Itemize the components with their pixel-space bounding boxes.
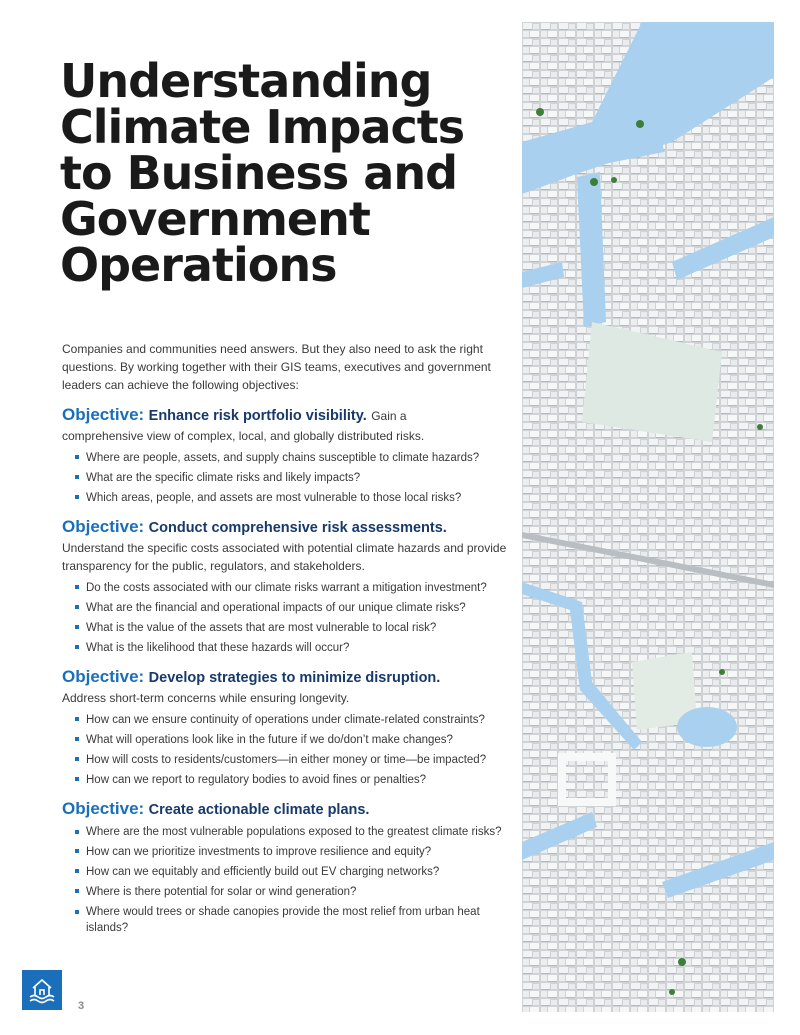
list-item: How can we report to regulatory bodies to avoid fines or penalties?	[62, 770, 512, 790]
title-line: to Business and	[60, 146, 458, 200]
question-list	[62, 710, 512, 790]
list-item: What is the likelihood that these hazards will occur?	[62, 638, 512, 658]
title-line: Climate Impacts	[60, 100, 465, 154]
list-item: Which areas, people, and assets are most vulnerable to those local risks?	[62, 488, 512, 508]
objective-section	[62, 404, 512, 508]
list-item: How can we prioritize investments to improve resilience and equity?	[62, 842, 512, 862]
question-list	[62, 448, 512, 508]
objective-label: Objective:	[62, 405, 145, 424]
title-line: Government	[60, 192, 370, 246]
list-item: What are the specific climate risks and likely impacts?	[62, 468, 512, 488]
objective-heading	[62, 516, 512, 539]
objective-title: Enhance risk portfolio visibility.	[148, 408, 367, 424]
intro-paragraph: Companies and communities need answers. But they also need to ask the right questions. By working together with their GIS teams, executives and government leaders can achieve the following objectives:	[62, 342, 491, 392]
title-line: Understanding	[60, 54, 432, 108]
objective-label: Objective:	[62, 667, 145, 686]
page-number: 3	[78, 1000, 85, 1012]
objective-title: Conduct comprehensive risk assessments.	[148, 520, 447, 536]
objective-description: Understand the specific costs associated with potential climate hazards and provide transparency for the public, regulators, and stakeholders.	[62, 541, 507, 573]
objective-label: Objective:	[62, 799, 145, 818]
objective-section	[62, 798, 512, 936]
title-line: Operations	[60, 238, 337, 292]
list-item: Do the costs associated with our climate risks warrant a mitigation investment?	[62, 578, 512, 598]
list-item: Where would trees or shade canopies provide the most relief from urban heat islands?	[62, 904, 512, 936]
question-list	[62, 824, 512, 936]
objective-lead: Gain a	[371, 409, 407, 423]
objective-heading	[62, 404, 512, 427]
objective-description: comprehensive view of complex, local, and globally distributed risks.	[62, 429, 425, 443]
list-item: Where is there potential for solar or wind generation?	[62, 882, 512, 902]
list-item: Where are the most vulnerable populations exposed to the greatest climate risks?	[62, 824, 512, 840]
objective-section	[62, 516, 512, 658]
city-3d-map	[522, 22, 774, 1012]
list-item: How will costs to residents/customers—in either money or time—be impacted?	[62, 750, 512, 770]
body-content	[62, 340, 512, 944]
list-item: What will operations look like in the future if we do/don’t make changes?	[62, 730, 512, 750]
objective-title: Create actionable climate plans.	[148, 802, 370, 818]
objective-section	[62, 666, 512, 790]
objective-heading	[62, 666, 512, 689]
page-title	[60, 54, 480, 292]
list-item: What are the financial and operational impacts of our unique climate risks?	[62, 598, 512, 618]
list-item: What is the value of the assets that are most vulnerable to local risk?	[62, 618, 512, 638]
question-list	[62, 578, 512, 658]
objective-description: Address short-term concerns while ensuring longevity.	[62, 691, 350, 705]
objective-title: Develop strategies to minimize disruption.	[148, 670, 441, 686]
list-item: How can we equitably and efficiently build out EV charging networks?	[62, 862, 512, 882]
flood-house-icon	[22, 970, 62, 1010]
list-item: How can we ensure continuity of operations under climate-related constraints?	[62, 710, 512, 730]
list-item: Where are people, assets, and supply chains susceptible to climate hazards?	[62, 448, 512, 468]
objective-heading	[62, 798, 512, 821]
objective-label: Objective:	[62, 517, 145, 536]
